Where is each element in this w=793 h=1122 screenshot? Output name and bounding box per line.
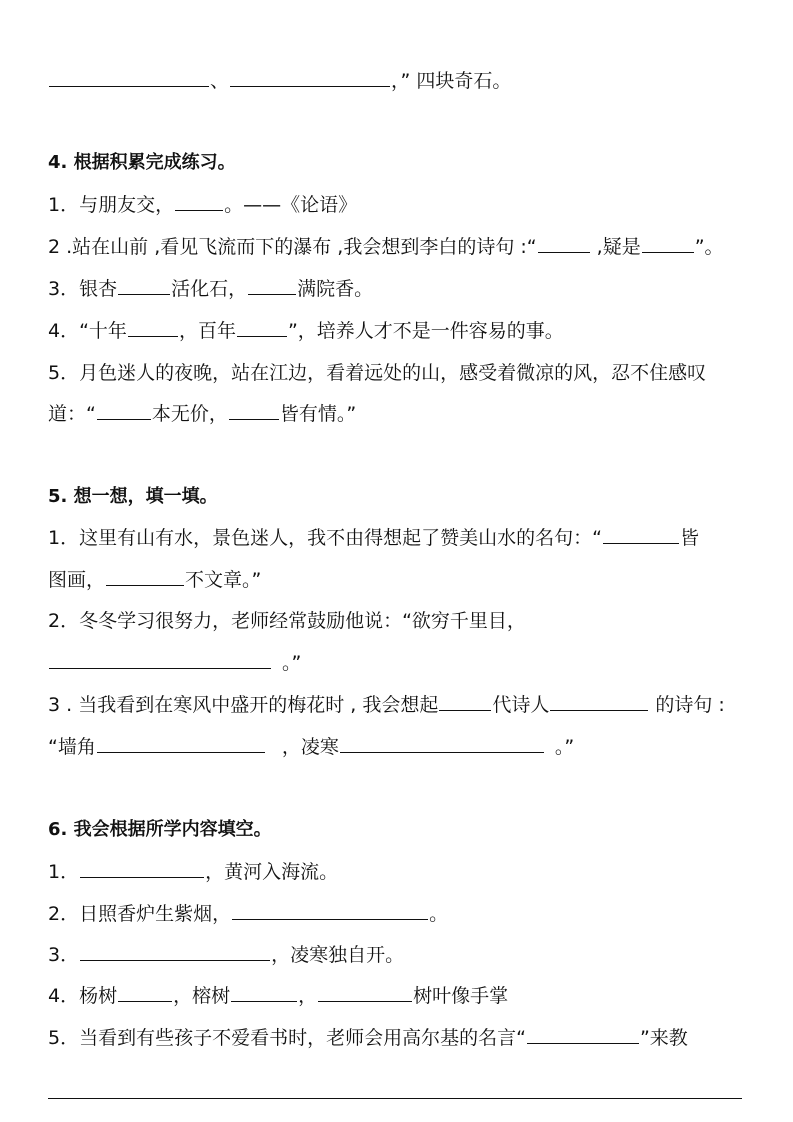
question-text: 2．日照香炉生紫烟，: [48, 903, 232, 925]
section-5-question-3-line-2: [48, 734, 753, 760]
answer-blank[interactable]: [603, 525, 679, 544]
line-text: ，” 四块奇石。: [391, 70, 512, 92]
question-text: 3．: [48, 944, 80, 966]
question-text: ，百年: [178, 320, 236, 342]
question-text: ，黄河入海流。: [205, 861, 339, 883]
question-text: 2．冬冬学习很努力，老师经常鼓励他说：“欲穷千里目，: [48, 610, 526, 632]
answer-blank[interactable]: [118, 983, 172, 1002]
question-text: ”。: [694, 236, 724, 258]
answer-blank[interactable]: [49, 650, 271, 669]
answer-blank[interactable]: [538, 234, 590, 253]
answer-blank[interactable]: [97, 734, 265, 753]
question-text: 2 .站在山前 ,看见飞流而下的瀑布 ,我会想到李白的诗句 :“: [48, 236, 537, 258]
section-4-question-2: [48, 234, 753, 260]
section-6-question-1: [48, 859, 753, 885]
question-text: ，凌寒: [281, 736, 339, 758]
question-text: 1．这里有山有水，景色迷人，我不由得想起了赞美山水的名句：“: [48, 527, 602, 549]
answer-blank[interactable]: [49, 68, 209, 87]
answer-blank[interactable]: [439, 692, 491, 711]
section-5-question-2-line-1: [48, 608, 753, 634]
question-text: ，: [298, 985, 318, 1007]
section-4-question-3: [48, 276, 753, 302]
question-text: 道：“: [48, 403, 96, 425]
question-text: 代诗人: [492, 694, 550, 716]
question-text: 不文章。”: [185, 569, 262, 591]
answer-blank[interactable]: [527, 1025, 639, 1044]
question-text: 3 . 当我看到在寒风中盛开的梅花时 , 我会想起: [48, 694, 439, 716]
answer-blank[interactable]: [229, 401, 279, 420]
question-text: 1．与朋友交，: [48, 194, 175, 216]
question-text: ”，培养人才不是一件容易的事。: [287, 320, 564, 342]
question-text: 5．当看到有些孩子不爱看书时，老师会用高尔基的名言“: [48, 1027, 526, 1049]
answer-blank[interactable]: [175, 192, 223, 211]
question-text: 皆有情。”: [279, 403, 357, 425]
section-4-question-5-line-2: [48, 401, 753, 427]
footer-rule: [48, 1098, 742, 1099]
question-text: 。: [429, 903, 449, 925]
question-text: 图画，: [48, 569, 106, 591]
answer-blank[interactable]: [248, 276, 296, 295]
section-6-question-3: [48, 942, 753, 968]
question-text: ”来教: [639, 1027, 688, 1049]
question-text: 活化石，: [171, 278, 248, 300]
question-text: “墙角: [48, 736, 96, 758]
question-text: ，榕树: [173, 985, 231, 1007]
section-4-question-1: [48, 192, 753, 218]
answer-blank[interactable]: [106, 567, 184, 586]
answer-blank[interactable]: [642, 234, 694, 253]
question-text: 的诗句 :: [649, 694, 725, 716]
section-5-question-2-line-2: [48, 650, 753, 676]
answer-blank[interactable]: [232, 901, 428, 920]
answer-blank[interactable]: [97, 401, 151, 420]
section-5-question-3-line-1: [48, 692, 753, 718]
top-continuation-line: [48, 68, 753, 94]
question-text: 。”: [282, 652, 302, 674]
section-6-question-2: [48, 901, 753, 927]
question-text: 树叶像手掌: [413, 985, 509, 1007]
section-4-question-5-line-1: 5．月色迷人的夜晚，站在江边，看着远处的山，感受着微凉的风，忍不住感叹: [48, 362, 707, 384]
section-5-question-1-line-1: [48, 525, 753, 551]
answer-blank[interactable]: [340, 734, 544, 753]
answer-blank[interactable]: [128, 318, 178, 337]
section-4-heading: 4. 根据积累完成练习。: [48, 152, 236, 173]
question-text: 满院香。: [297, 278, 374, 300]
answer-blank[interactable]: [237, 318, 287, 337]
answer-blank[interactable]: [118, 276, 170, 295]
section-6-heading: 6. 我会根据所学内容填空。: [48, 819, 272, 840]
section-6-question-4: [48, 983, 753, 1009]
section-5-question-1-line-2: [48, 567, 753, 593]
answer-blank[interactable]: [230, 68, 390, 87]
question-text: 1．: [48, 861, 80, 883]
question-text: 。”: [554, 736, 575, 758]
answer-blank[interactable]: [550, 692, 648, 711]
question-text: 。——《论语》: [224, 194, 358, 216]
section-5-heading: 5. 想一想，填一填。: [48, 486, 218, 507]
question-text: ，凌寒独自开。: [271, 944, 405, 966]
answer-blank[interactable]: [80, 859, 204, 878]
answer-blank[interactable]: [80, 942, 270, 961]
separator-text: 、: [210, 70, 230, 92]
answer-blank[interactable]: [318, 983, 412, 1002]
question-text: 4．杨树: [48, 985, 118, 1007]
question-text: 4．“十年: [48, 320, 127, 342]
answer-blank[interactable]: [231, 983, 297, 1002]
section-6-question-5: [48, 1025, 753, 1051]
question-text: 本无价，: [151, 403, 228, 425]
question-text: 3．银杏: [48, 278, 118, 300]
section-4-question-4: [48, 318, 753, 344]
question-text: ,疑是: [590, 236, 641, 258]
question-text: 皆: [679, 527, 699, 549]
